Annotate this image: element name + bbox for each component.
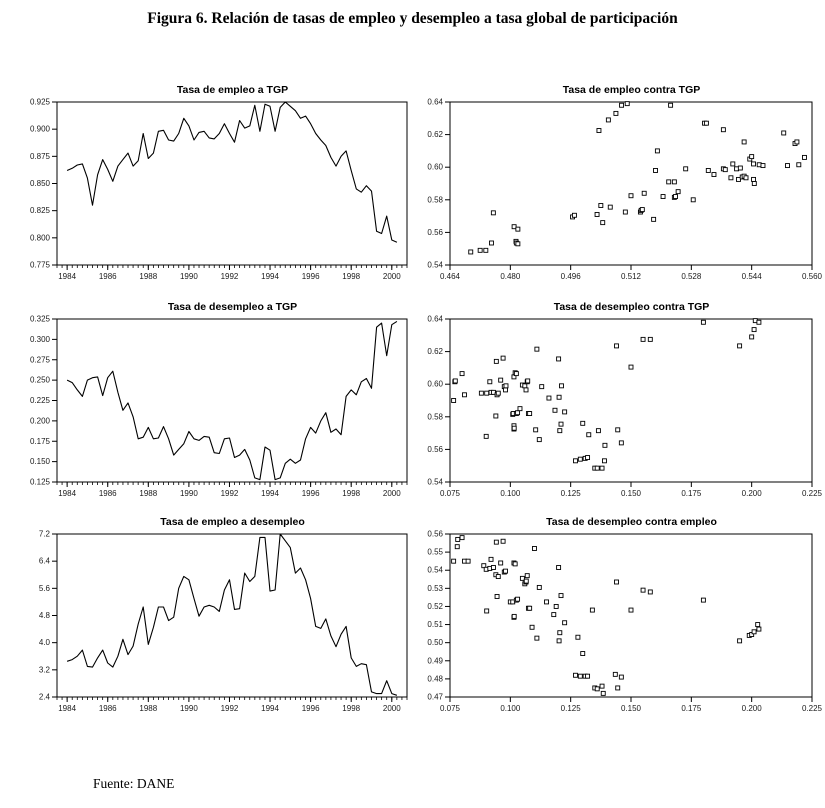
chart-canvas-scatter [420,97,823,289]
chart-tasa-empleo-a-tgp [13,84,416,294]
svg-text:0.200: 0.200 [741,704,762,713]
chart-title: Tasa de empleo a TGP [176,84,289,96]
svg-text:0.875: 0.875 [29,151,50,161]
svg-text:0.925: 0.925 [29,97,50,107]
svg-text:0.60: 0.60 [427,162,443,172]
svg-text:0.250: 0.250 [29,375,50,385]
svg-text:0.150: 0.150 [29,457,50,467]
svg-text:0.53: 0.53 [427,583,443,593]
chart-tasa-desempleo-contra-empleo [420,516,823,726]
svg-text:0.775: 0.775 [29,260,50,270]
svg-text:0.47: 0.47 [427,692,443,702]
svg-text:0.560: 0.560 [801,272,823,281]
svg-text:1988: 1988 [139,272,158,281]
svg-text:0.52: 0.52 [427,601,443,611]
svg-text:2000: 2000 [382,272,401,281]
svg-text:0.225: 0.225 [801,489,823,498]
svg-text:1996: 1996 [301,272,320,281]
svg-text:2.4: 2.4 [38,692,50,702]
svg-text:0.300: 0.300 [29,334,50,344]
svg-text:0.528: 0.528 [681,272,702,281]
svg-text:1986: 1986 [98,489,117,498]
svg-text:0.60: 0.60 [427,379,443,389]
svg-text:0.075: 0.075 [439,489,461,498]
svg-text:0.64: 0.64 [427,97,443,107]
svg-text:0.075: 0.075 [439,704,461,713]
svg-text:0.54: 0.54 [427,260,443,270]
svg-text:1996: 1996 [301,489,320,498]
chart-title: Tasa de empleo contra TGP [562,84,701,96]
svg-text:1998: 1998 [342,272,361,281]
svg-text:2000: 2000 [382,704,401,713]
svg-text:1992: 1992 [220,704,239,713]
svg-text:0.175: 0.175 [29,436,50,446]
chart-canvas-scatter [420,529,823,721]
svg-text:5.6: 5.6 [38,583,50,593]
svg-text:0.54: 0.54 [427,477,443,487]
svg-text:0.100: 0.100 [500,704,521,713]
svg-text:0.58: 0.58 [427,412,443,422]
chart-tasa-desempleo-a-tgp [13,301,416,511]
svg-text:1984: 1984 [58,704,77,713]
chart-title: Tasa de empleo a desempleo [160,516,305,528]
svg-text:1988: 1988 [139,489,158,498]
svg-text:1994: 1994 [261,272,279,281]
chart-canvas-line [13,97,416,289]
svg-text:0.55: 0.55 [427,547,443,557]
svg-text:1988: 1988 [139,704,158,713]
svg-text:1990: 1990 [179,489,198,498]
svg-text:0.50: 0.50 [427,638,443,648]
svg-text:3.2: 3.2 [38,665,50,675]
svg-text:1986: 1986 [98,704,117,713]
svg-text:0.62: 0.62 [427,130,443,140]
svg-text:2000: 2000 [382,489,401,498]
svg-text:0.325: 0.325 [29,314,50,324]
svg-text:0.150: 0.150 [620,704,642,713]
svg-text:1998: 1998 [342,489,361,498]
svg-text:0.100: 0.100 [500,489,521,498]
svg-text:0.900: 0.900 [29,124,50,134]
svg-text:6.4: 6.4 [38,556,50,566]
svg-text:0.200: 0.200 [29,416,50,426]
svg-text:1984: 1984 [58,272,77,281]
svg-text:0.544: 0.544 [741,272,762,281]
svg-text:1994: 1994 [261,704,279,713]
svg-text:1990: 1990 [179,704,198,713]
chart-title: Tasa de desempleo contra empleo [546,516,717,528]
svg-text:0.175: 0.175 [681,489,702,498]
svg-text:0.125: 0.125 [29,477,50,487]
svg-text:1984: 1984 [58,489,77,498]
svg-text:0.62: 0.62 [427,347,443,357]
svg-text:0.200: 0.200 [741,489,762,498]
svg-text:0.175: 0.175 [681,704,702,713]
svg-text:0.64: 0.64 [427,314,443,324]
page-title: Figura 6. Relación de tasas de empleo y desempleo a tasa global de participación [147,10,678,27]
chart-title: Tasa de desempleo contra TGP [553,301,710,313]
svg-text:0.58: 0.58 [427,195,443,205]
svg-text:1986: 1986 [98,272,117,281]
svg-text:0.225: 0.225 [801,704,823,713]
svg-text:1992: 1992 [220,272,239,281]
svg-text:1996: 1996 [301,704,320,713]
svg-text:0.150: 0.150 [620,489,642,498]
svg-text:0.125: 0.125 [560,489,581,498]
chart-tasa-empleo-contra-tgp [420,84,823,294]
svg-text:0.56: 0.56 [427,444,443,454]
svg-text:0.850: 0.850 [29,179,50,188]
svg-text:7.2: 7.2 [38,529,50,539]
svg-text:1992: 1992 [220,489,239,498]
svg-text:0.800: 0.800 [29,233,50,243]
chart-canvas-line [13,529,416,721]
source-note: Fuente: DANE [93,776,175,791]
chart-canvas-line [13,314,416,506]
svg-text:0.48: 0.48 [427,674,443,684]
svg-text:0.496: 0.496 [560,272,581,281]
svg-text:0.54: 0.54 [427,565,443,575]
svg-text:0.464: 0.464 [439,272,461,281]
svg-text:0.56: 0.56 [427,227,443,237]
svg-text:1990: 1990 [179,272,198,281]
svg-text:0.275: 0.275 [29,355,50,365]
svg-text:1998: 1998 [342,704,361,713]
chart-title: Tasa de desempleo a TGP [167,301,298,313]
svg-text:0.51: 0.51 [427,620,443,630]
chart-tasa-desempleo-contra-tgp [420,301,823,511]
svg-text:4.0: 4.0 [38,638,50,648]
svg-text:0.56: 0.56 [427,529,443,539]
svg-text:4.8: 4.8 [38,611,50,620]
svg-text:0.512: 0.512 [620,272,642,281]
svg-text:0.480: 0.480 [500,272,521,281]
svg-text:0.49: 0.49 [427,656,443,666]
svg-text:0.825: 0.825 [29,206,50,216]
chart-canvas-scatter [420,314,823,506]
svg-text:0.225: 0.225 [29,396,50,405]
svg-text:1994: 1994 [261,489,279,498]
chart-tasa-empleo-a-desempleo [13,516,416,726]
svg-text:0.125: 0.125 [560,704,581,713]
